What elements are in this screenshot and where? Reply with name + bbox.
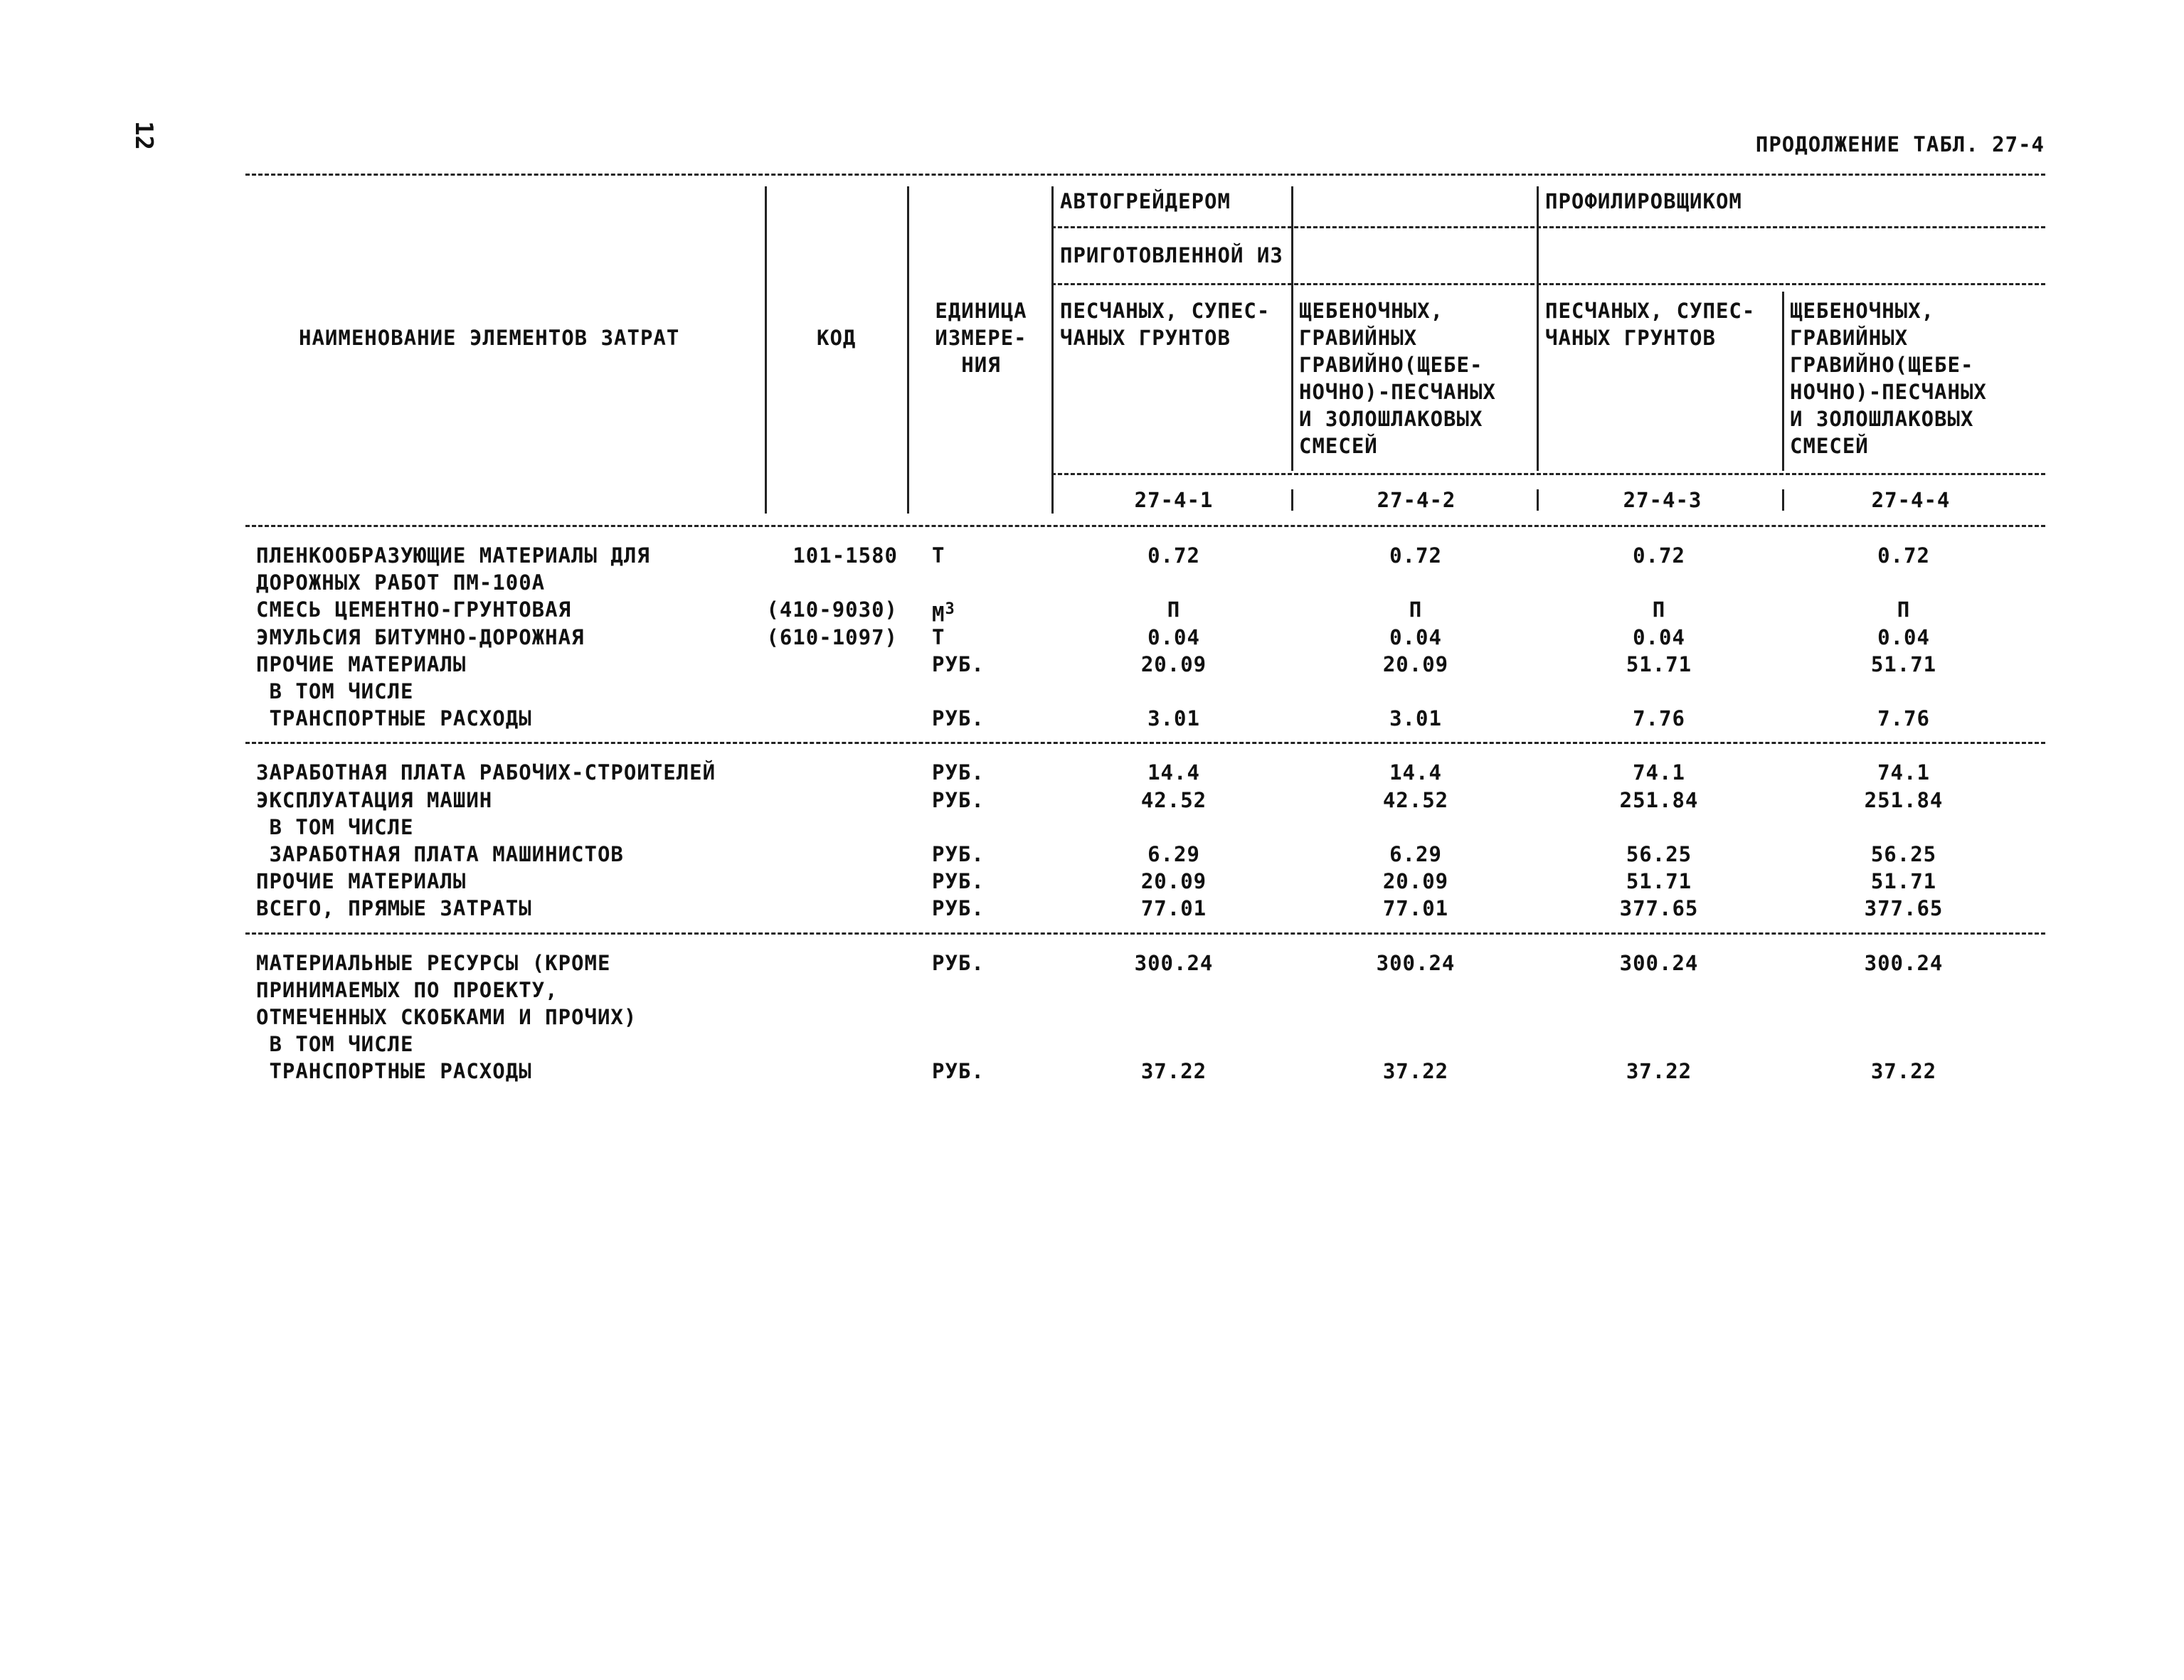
row-name: ОТМЕЧЕННЫХ СКОБКАМИ И ПРОЧИХ) bbox=[256, 1005, 637, 1029]
row-value: 3.01 bbox=[1389, 706, 1442, 731]
row-value: 37.22 bbox=[1140, 1059, 1207, 1084]
row-name: В ТОМ ЧИСЛЕ bbox=[256, 1032, 414, 1057]
row-value: 14.4 bbox=[1147, 760, 1200, 785]
row-value: 77.01 bbox=[1382, 896, 1449, 921]
row-value: 74.1 bbox=[1877, 760, 1930, 785]
row-value: 37.22 bbox=[1382, 1059, 1449, 1084]
header-prepared-from: ПРИГОТОВЛЕННОЙ ИЗ bbox=[1060, 243, 1283, 267]
row-unit: РУБ. bbox=[932, 896, 985, 921]
row-name: ЗАРАБОТНАЯ ПЛАТА МАШИНИСТОВ bbox=[256, 842, 624, 866]
row-value: 42.52 bbox=[1140, 787, 1207, 812]
row-value: 7.76 bbox=[1877, 706, 1930, 731]
row-value: 0.72 bbox=[1389, 543, 1442, 568]
row-unit: РУБ. bbox=[932, 869, 985, 894]
row-name: МАТЕРИАЛЬНЫЕ РЕСУРСЫ (КРОМЕ bbox=[256, 950, 611, 975]
row-value: 0.04 bbox=[1147, 624, 1200, 649]
sub-gravel-b-line-5: И ЗОЛОШЛАКОВЫХ bbox=[1790, 407, 1974, 431]
row-name: СМЕСЬ ЦЕМЕНТНО-ГРУНТОВАЯ bbox=[256, 597, 572, 622]
row-value: 0.04 bbox=[1633, 624, 1685, 649]
row-value: 56.25 bbox=[1626, 842, 1692, 866]
row-code: 101-1580 bbox=[793, 543, 898, 568]
row-name: В ТОМ ЧИСЛЕ bbox=[256, 679, 414, 703]
row-value: 0.72 bbox=[1147, 543, 1200, 568]
row-value: 20.09 bbox=[1140, 652, 1207, 676]
header-unit-line-2: ИЗМЕРЕ- bbox=[935, 326, 1027, 350]
sub-gravel-b-line-6: СМЕСЕЙ bbox=[1790, 434, 1869, 458]
table-continuation-label: ПРОДОЛЖЕНИЕ ТАБЛ. 27-4 bbox=[1755, 132, 2045, 156]
row-value: 0.72 bbox=[1633, 543, 1685, 568]
column-code-3: 27-4-3 bbox=[1623, 488, 1702, 512]
page-number: 12 bbox=[129, 121, 158, 150]
row-value: 300.24 bbox=[1864, 950, 1944, 975]
header-rule-3 bbox=[1051, 473, 2045, 475]
header-vbar-code3 bbox=[1537, 489, 1539, 511]
row-value: 251.84 bbox=[1864, 787, 1944, 812]
sub-sand-b-line-1: ПЕСЧАНЫХ, СУПЕС- bbox=[1545, 299, 1756, 323]
row-value: 51.71 bbox=[1626, 652, 1692, 676]
row-unit: РУБ. bbox=[932, 787, 985, 812]
row-value: 51.71 bbox=[1870, 652, 1937, 676]
header-top-rule bbox=[245, 174, 2045, 176]
sub-gravel-a-line-3: ГРАВИЙНО(ЩЕБЕ- bbox=[1299, 353, 1483, 377]
row-code: (610-1097) bbox=[766, 624, 898, 649]
sub-gravel-a-line-2: ГРАВИЙНЫХ bbox=[1299, 326, 1418, 350]
sub-gravel-b-line-3: ГРАВИЙНО(ЩЕБЕ- bbox=[1790, 353, 1974, 377]
row-value: 0.04 bbox=[1389, 624, 1442, 649]
row-value: 0.72 bbox=[1877, 543, 1930, 568]
row-name: ЭКСПЛУАТАЦИЯ МАШИН bbox=[256, 787, 493, 812]
row-value: 74.1 bbox=[1633, 760, 1685, 785]
row-value: 14.4 bbox=[1389, 760, 1442, 785]
row-name: ВСЕГО, ПРЯМЫЕ ЗАТРАТЫ bbox=[256, 896, 532, 921]
header-vbar-code4 bbox=[1782, 489, 1784, 511]
row-value: 377.65 bbox=[1619, 896, 1699, 921]
section-rule bbox=[245, 932, 2045, 935]
row-value: 51.71 bbox=[1870, 869, 1937, 894]
row-name: В ТОМ ЧИСЛЕ bbox=[256, 814, 414, 839]
sub-gravel-a-line-4: НОЧНО)-ПЕСЧАНЫХ bbox=[1299, 380, 1496, 404]
header-name-column: НАИМЕНОВАНИЕ ЭЛЕМЕНТОВ ЗАТРАТ bbox=[299, 326, 680, 350]
header-unit-line-3: НИЯ bbox=[961, 353, 1001, 377]
sub-gravel-a-line-5: И ЗОЛОШЛАКОВЫХ bbox=[1299, 407, 1483, 431]
sub-gravel-b-line-2: ГРАВИЙНЫХ bbox=[1790, 326, 1909, 350]
row-value: 6.29 bbox=[1389, 842, 1442, 866]
row-name: ПРИНИМАЕМЫХ ПО ПРОЕКТУ, bbox=[256, 977, 558, 1002]
sub-gravel-a-line-1: ЩЕБЕНОЧНЫХ, bbox=[1299, 299, 1444, 323]
row-name: ДОРОЖНЫХ РАБОТ ПМ-100А bbox=[256, 570, 546, 595]
unit-superscript: 3 bbox=[945, 600, 955, 619]
header-rule-2 bbox=[1051, 283, 2045, 285]
sub-sand-a-line-2: ЧАНЫХ ГРУНТОВ bbox=[1060, 326, 1231, 350]
column-code-2: 27-4-2 bbox=[1377, 488, 1456, 512]
row-value: 37.22 bbox=[1870, 1059, 1937, 1084]
row-value: 20.09 bbox=[1382, 869, 1449, 894]
row-value: 7.76 bbox=[1633, 706, 1685, 731]
header-group-autograder: АВТОГРЕЙДЕРОМ bbox=[1060, 189, 1231, 213]
sub-gravel-b-line-4: НОЧНО)-ПЕСЧАНЫХ bbox=[1790, 380, 1987, 404]
sub-sand-a-line-1: ПЕСЧАНЫХ, СУПЕС- bbox=[1060, 299, 1271, 323]
section-rule bbox=[245, 742, 2045, 744]
row-unit: РУБ. bbox=[932, 842, 985, 866]
row-unit: Т bbox=[932, 543, 945, 568]
row-value: П bbox=[1652, 597, 1666, 622]
sub-gravel-b-line-1: ЩЕБЕНОЧНЫХ, bbox=[1790, 299, 1935, 323]
header-rule-1 bbox=[1051, 226, 2045, 228]
row-value: П bbox=[1167, 597, 1181, 622]
row-value: 0.04 bbox=[1877, 624, 1930, 649]
row-unit: $М^3$ bbox=[932, 600, 955, 627]
row-unit: РУБ. bbox=[932, 1059, 985, 1084]
header-bottom-rule bbox=[245, 525, 2045, 527]
row-unit: РУБ. bbox=[932, 706, 985, 731]
row-name: ЗАРАБОТНАЯ ПЛАТА РАБОЧИХ-СТРОИТЕЛЕЙ bbox=[256, 760, 716, 785]
row-value: 77.01 bbox=[1140, 896, 1207, 921]
row-unit: РУБ. bbox=[932, 760, 985, 785]
row-name: ПЛЕНКООБРАЗУЮЩИЕ МАТЕРИАЛЫ ДЛЯ bbox=[256, 543, 650, 568]
row-value: П bbox=[1409, 597, 1423, 622]
header-vbar-code bbox=[765, 186, 767, 514]
row-value: 300.24 bbox=[1619, 950, 1699, 975]
row-name: ТРАНСПОРТНЫЕ РАСХОДЫ bbox=[256, 706, 532, 731]
row-value: 20.09 bbox=[1382, 652, 1449, 676]
row-name: ЭМУЛЬСИЯ БИТУМНО-ДОРОЖНАЯ bbox=[256, 624, 585, 649]
column-code-4: 27-4-4 bbox=[1871, 488, 1951, 512]
row-value: 42.52 bbox=[1382, 787, 1449, 812]
header-vbar-c4 bbox=[1782, 292, 1784, 471]
header-group-profiler: ПРОФИЛИРОВЩИКОМ bbox=[1545, 189, 1742, 213]
row-value: 51.71 bbox=[1626, 869, 1692, 894]
sub-sand-b-line-2: ЧАНЫХ ГРУНТОВ bbox=[1545, 326, 1716, 350]
row-value: 300.24 bbox=[1134, 950, 1214, 975]
row-value: 56.25 bbox=[1870, 842, 1937, 866]
row-code: (410-9030) bbox=[766, 597, 898, 622]
header-vbar-c2 bbox=[1291, 186, 1293, 471]
row-value: 251.84 bbox=[1619, 787, 1699, 812]
row-value: 3.01 bbox=[1147, 706, 1200, 731]
row-value: 20.09 bbox=[1140, 869, 1207, 894]
header-vbar-values bbox=[1051, 186, 1054, 514]
row-value: 37.22 bbox=[1626, 1059, 1692, 1084]
header-vbar-code2 bbox=[1291, 489, 1293, 511]
row-value: П bbox=[1897, 597, 1911, 622]
column-code-1: 27-4-1 bbox=[1134, 488, 1214, 512]
row-name: ПРОЧИЕ МАТЕРИАЛЫ bbox=[256, 652, 467, 676]
header-vbar-c3 bbox=[1537, 186, 1539, 471]
header-vbar-unit bbox=[907, 186, 909, 514]
row-unit: РУБ. bbox=[932, 950, 985, 975]
row-name: ПРОЧИЕ МАТЕРИАЛЫ bbox=[256, 869, 467, 894]
row-value: 300.24 bbox=[1376, 950, 1456, 975]
row-value: 6.29 bbox=[1147, 842, 1200, 866]
row-name: ТРАНСПОРТНЫЕ РАСХОДЫ bbox=[256, 1059, 532, 1084]
row-unit: Т bbox=[932, 624, 945, 649]
row-unit: РУБ. bbox=[932, 652, 985, 676]
header-code-column: КОД bbox=[817, 326, 857, 350]
row-value: 377.65 bbox=[1864, 896, 1944, 921]
sub-gravel-a-line-6: СМЕСЕЙ bbox=[1299, 434, 1378, 458]
header-unit-line-1: ЕДИНИЦА bbox=[935, 299, 1027, 323]
